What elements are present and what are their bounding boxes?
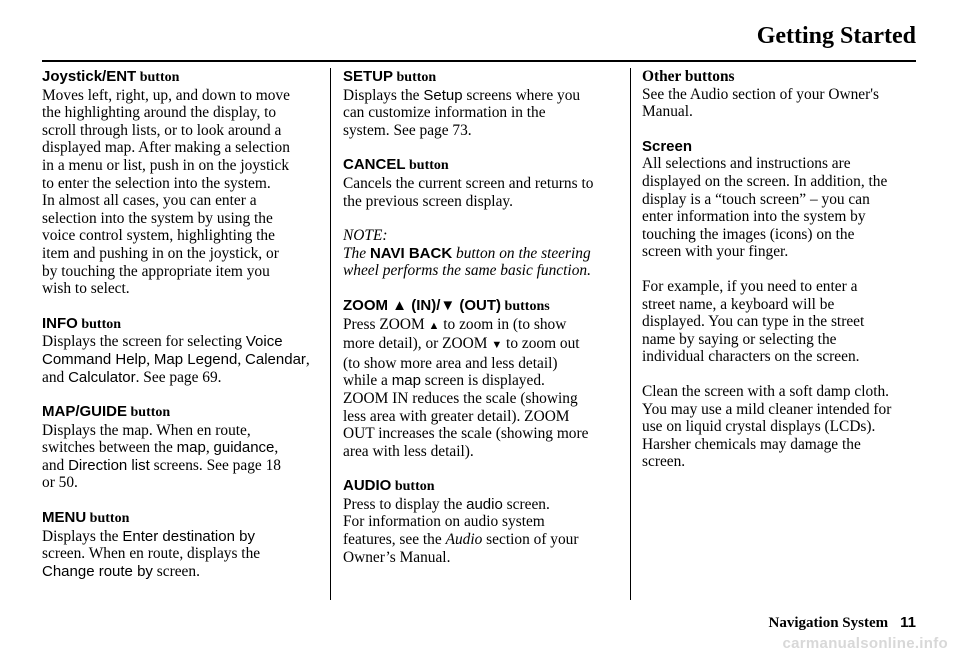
- info-term-map-legend: Map Legend: [153, 350, 238, 368]
- setup-body: [343, 87, 621, 140]
- column-1: [42, 68, 320, 597]
- joystick-suffix: button: [136, 70, 180, 85]
- header-rule: [42, 60, 916, 62]
- info-text-3: ,: [237, 350, 246, 368]
- info-text-1: Displays the screen for selecting: [42, 333, 246, 351]
- menu-heading: [42, 509, 320, 528]
- audio-text-3: section of your Owner’s Manual.: [343, 531, 579, 566]
- watermark: carmanualsonline.info: [782, 635, 948, 652]
- menu-text-1: Displays the: [42, 527, 123, 545]
- info-text-5: . See page 69.: [135, 368, 222, 386]
- column-3: [642, 68, 922, 488]
- section-audio: [343, 477, 621, 566]
- info-body: [42, 333, 320, 386]
- column-divider-1: [330, 68, 331, 600]
- mapguide-text-1: Displays the map. When en route, switches between the: [42, 421, 251, 457]
- zoom-text-3: to zoom out (to show more area and less detail) while a: [343, 335, 580, 390]
- mapguide-term-guidance: guidance: [213, 439, 275, 457]
- menu-text-2: screen. When en route, displays the: [42, 545, 261, 563]
- note-term-navi-back: NAVI BACK: [369, 244, 453, 262]
- menu-body: [42, 528, 320, 581]
- audio-suffix: button: [391, 479, 435, 495]
- menu-name: MENU: [42, 509, 87, 527]
- zoom-name-1: ZOOM: [343, 296, 393, 314]
- column-divider-2: [630, 68, 631, 600]
- section-cancel: [343, 156, 621, 210]
- cancel-suffix: button: [405, 158, 449, 174]
- zoom-suffix: buttons: [501, 298, 550, 314]
- zoom-text-1: Press ZOOM: [343, 315, 429, 333]
- triangle-down-icon: ▼: [440, 296, 456, 314]
- page-number: 11: [900, 614, 916, 631]
- other-buttons-heading: Other buttons: [642, 68, 735, 85]
- zoom-name-2: (IN)/: [407, 296, 441, 314]
- cancel-body: Cancels the current screen and returns to the previous screen display.: [343, 174, 594, 210]
- section-joystick: [42, 68, 320, 298]
- audio-term-audio-italic: Audio: [445, 531, 483, 549]
- zoom-heading: [343, 297, 621, 316]
- mapguide-text-4: screens. See page 18 or 50.: [42, 456, 281, 492]
- section-info: [42, 315, 320, 386]
- mapguide-term-map: map: [176, 439, 206, 457]
- screen-body: All selections and instructions are displayed on the screen. In addition, the display is a “touch screen” – you can enter information into the system by touching the images (icons) on the screen with your finger.: [642, 155, 888, 261]
- section-mapguide: [42, 403, 320, 492]
- section-zoom: [343, 297, 621, 460]
- mapguide-text-2: ,: [205, 439, 214, 457]
- page-title: Getting Started: [756, 23, 916, 49]
- mapguide-name: MAP/GUIDE: [42, 403, 128, 421]
- setup-heading: [343, 68, 621, 87]
- section-screen: [642, 138, 922, 261]
- mapguide-heading: [42, 403, 320, 422]
- info-name: INFO: [42, 314, 78, 332]
- info-term-voice-command-help: Voice Command Help: [42, 333, 283, 368]
- audio-body: [343, 496, 621, 566]
- screen-heading: [642, 138, 922, 156]
- triangle-down-icon: ▼: [491, 339, 503, 352]
- screen-body-3: Clean the screen with a soft damp cloth. You may use a mild cleaner intended for use on liquid crystal displays (LCDs). Harsher chemicals may damage the screen.: [642, 382, 892, 471]
- section-screen-example: [642, 278, 922, 366]
- info-text-2: ,: [146, 350, 154, 368]
- audio-name: AUDIO: [343, 477, 392, 495]
- zoom-text-2: to zoom in (to show more detail), or ZOOM: [343, 315, 567, 353]
- audio-term-audio: audio: [466, 495, 503, 513]
- screen-name: Screen: [642, 137, 693, 155]
- zoom-term-map: map: [391, 372, 421, 390]
- note-label: NOTE:: [343, 227, 388, 245]
- other-buttons-body: See the Audio section of your Owner's Manual.: [642, 85, 880, 121]
- triangle-up-icon: ▲: [428, 319, 440, 332]
- mapguide-suffix: button: [127, 405, 171, 421]
- setup-text-2: screens where you can customize information in the system. See page 73.: [343, 86, 581, 139]
- zoom-body: [343, 316, 621, 461]
- zoom-text-4: screen is displayed. ZOOM IN reduces the scale (showing less area with greater detail). ZOOM OUT increases the scale (showing more area with less detail).: [343, 372, 589, 460]
- column-2: [343, 68, 621, 583]
- setup-text-1: Displays the: [343, 86, 424, 104]
- note-body: [343, 245, 621, 280]
- menu-suffix: button: [86, 511, 130, 527]
- setup-suffix: button: [393, 70, 437, 85]
- info-heading: [42, 315, 320, 334]
- cancel-name: CANCEL: [343, 156, 406, 174]
- note-text-2: button on the steering wheel performs the same basic function.: [343, 244, 591, 280]
- screen-body-2: For example, if you need to enter a street name, a keyboard will be displayed. You can type in the street name by saying or selecting the individual characters on the screen.: [642, 277, 865, 366]
- page-footer: [769, 614, 916, 632]
- section-other-buttons: [642, 68, 922, 121]
- section-screen-cleaning: [642, 383, 922, 471]
- menu-text-3: screen.: [152, 562, 200, 580]
- menu-term-enter-destination-by: Enter destination by: [122, 527, 255, 545]
- note-text-1: The: [343, 244, 370, 262]
- menu-term-change-route-by: Change route by: [42, 562, 153, 580]
- mapguide-text-3: , and: [42, 439, 279, 474]
- joystick-body: Moves left, right, up, and down to move the highlighting around the display, to scroll through lists, or to look around a displayed map. After making a selection in a menu or list, push in on the joystick to enter the selection into the system. In almost all cases, you can enter a selection into the system by using the voice control system, highlighting the item and pushing in on the joystick, or by touching the appropriate item you wish to select.: [42, 86, 290, 298]
- info-text-4: , and: [42, 350, 310, 386]
- joystick-name: Joystick/ENT: [42, 68, 137, 85]
- zoom-name-3: (OUT): [455, 296, 502, 314]
- audio-text-1: Press to display the: [343, 495, 467, 513]
- info-term-calculator: Calculator: [68, 368, 136, 386]
- audio-heading: [343, 477, 621, 496]
- setup-term-setup: Setup: [423, 86, 463, 104]
- info-suffix: button: [77, 316, 122, 332]
- info-term-calendar: Calendar: [245, 350, 306, 368]
- mapguide-term-direction-list: Direction list: [68, 456, 150, 474]
- joystick-heading: [42, 68, 320, 87]
- section-menu: [42, 509, 320, 580]
- setup-name: SETUP: [343, 68, 394, 85]
- footer-label: Navigation System: [768, 615, 889, 631]
- audio-text-2: screen. For information on audio system features, see the: [343, 495, 550, 549]
- section-note: [343, 227, 621, 280]
- mapguide-body: [42, 422, 320, 492]
- triangle-up-icon: ▲: [392, 296, 408, 314]
- cancel-heading: [343, 156, 621, 175]
- section-setup: [343, 68, 621, 139]
